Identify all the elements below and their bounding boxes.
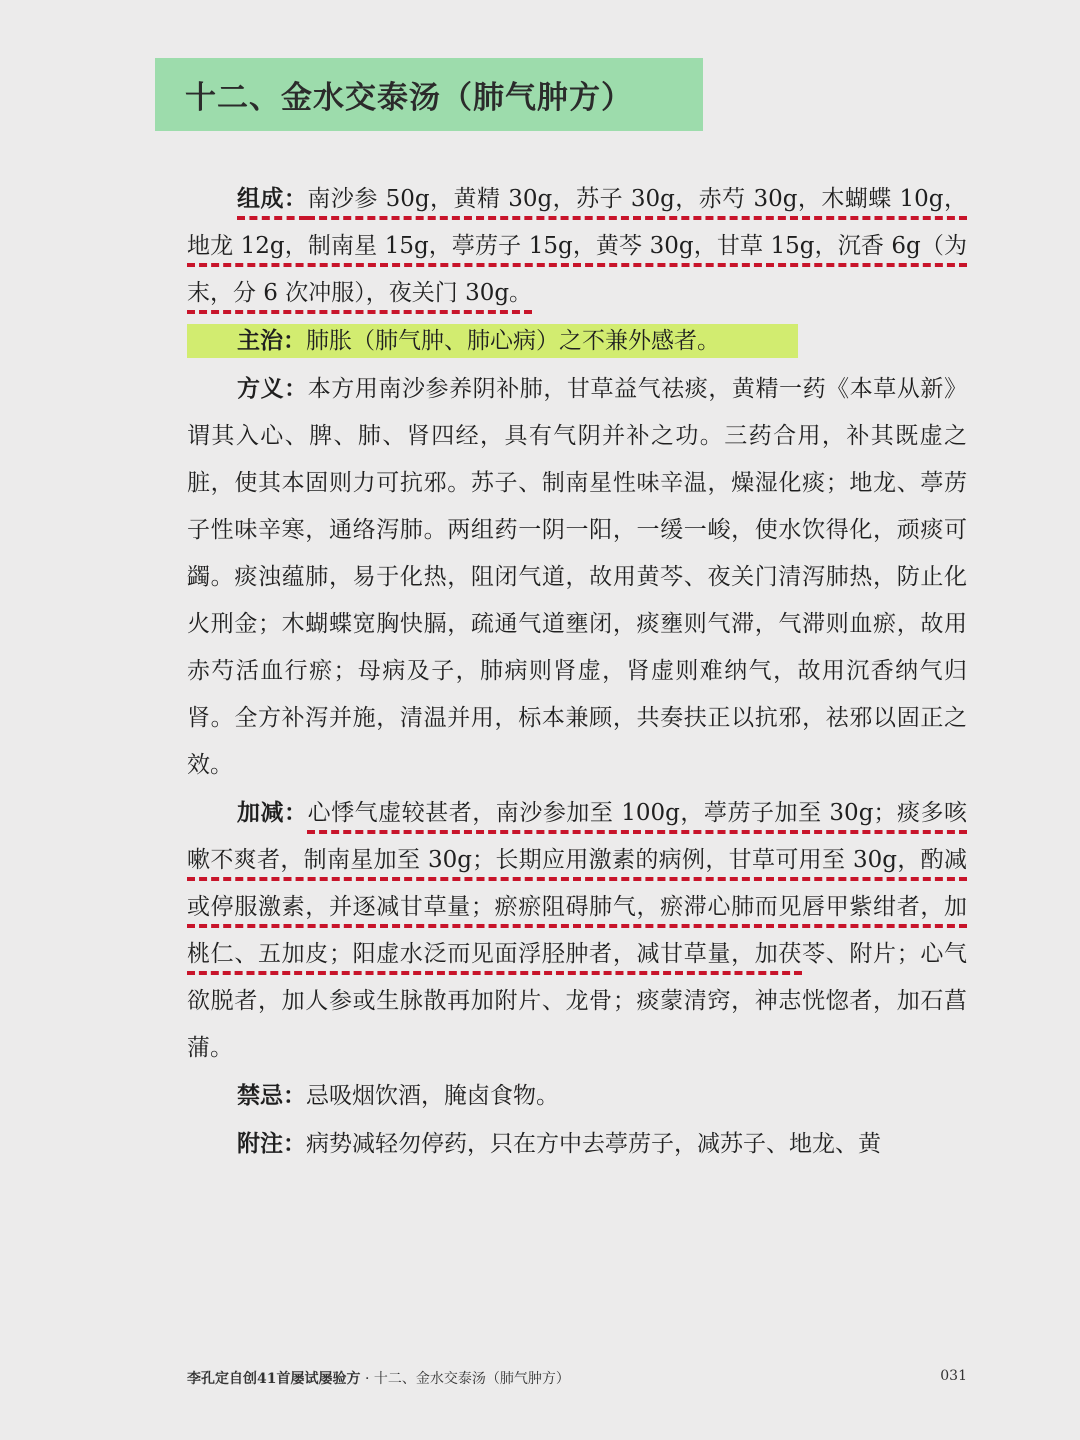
page-title: 十二、金水交泰汤（肺气肿方） [185, 80, 633, 116]
rationale-paragraph [187, 365, 967, 789]
composition-paragraph [187, 175, 967, 317]
chapter-title: 十二、金水交泰汤（肺气肿方） [373, 1371, 570, 1387]
rationale-label: 方义： [237, 375, 308, 402]
composition-text: 南沙参 50g，黄精 30g，苏子 30g，赤芍 30g，木蝴蝶 10g，地龙 12g，制南星 15g，葶苈子 15g，黄芩 30g，甘草 15g，沉香 6g（为末，分 6 次冲服），夜关门 30g。 [187, 186, 967, 306]
note-text: 病势减轻勿停药，只在方中去葶苈子，减苏子、地龙、黄 [306, 1131, 881, 1157]
page-number: 031 [940, 1368, 967, 1384]
indication-label: 主治： [237, 327, 306, 354]
modification-paragraph [187, 789, 967, 1072]
note-paragraph [187, 1120, 967, 1168]
modification-rest-text: 苓、附片；心气欲脱者，加人参或生脉散再加附片、龙骨；痰蒙清窍，神志恍惚者，加石菖蒲。 [187, 941, 967, 1061]
book-title: 李孔定自创41首屡试屡验方 [187, 1371, 361, 1387]
rationale-text: 本方用南沙参养阴补肺，甘草益气祛痰，黄精一药《本草从新》谓其入心、脾、肺、肾四经，具有气阴并补之功。三药合用，补其既虚之脏，使其本固则力可抗邪。苏子、制南星性味辛温，燥湿化痰；地龙、葶苈子性味辛寒，通络泻肺。两组药一阴一阳，一缓一峻，使水饮得化，顽痰可蠲。痰浊蕴肺，易于化热，阻闭气道，故用黄芩、夜关门清泻肺热，防止化火刑金；木蝴蝶宽胸快膈，疏通气道壅闭，痰壅则气滞，气滞则血瘀，故用赤芍活血行瘀；母病及子，肺病则肾虚，肾虚则难纳气，故用沉香纳气归肾。全方补泻并施，清温并用，标本兼顾，共奏扶正以抗邪，祛邪以固正之效。 [187, 376, 968, 778]
indication-paragraph [187, 317, 967, 365]
title-banner [155, 58, 703, 131]
contraindication-paragraph [187, 1072, 967, 1120]
composition-label: 组成： [237, 185, 308, 212]
note-label: 附注： [237, 1130, 306, 1157]
footer-separator: · [364, 1371, 370, 1387]
composition-underline [187, 186, 967, 306]
modification-label: 加减： [237, 799, 308, 826]
modification-underlined-text: 心悸气虚较甚者，南沙参加至 100g，葶苈子加至 30g；痰多咳嗽不爽者，制南星加至 30g；长期应用激素的病例，甘草可用至 30g，酌减或停服激素，并逐减甘草量；瘀瘀阻碍肺气，瘀滞心肺而见唇甲紫绀者，加桃仁、五加皮；阳虚水泛而见面浮胫肿者，减甘草量，加茯 [187, 800, 967, 967]
page-footer [187, 1368, 967, 1388]
document-body [187, 175, 967, 1168]
indication-text: 肺胀（肺气肿、肺心病）之不兼外感者。 [306, 328, 720, 354]
running-footer [187, 1368, 570, 1388]
contraindication-text: 忌吸烟饮酒，腌卤食物。 [306, 1083, 559, 1109]
indication-highlight [187, 324, 798, 358]
contraindication-label: 禁忌： [237, 1082, 306, 1109]
